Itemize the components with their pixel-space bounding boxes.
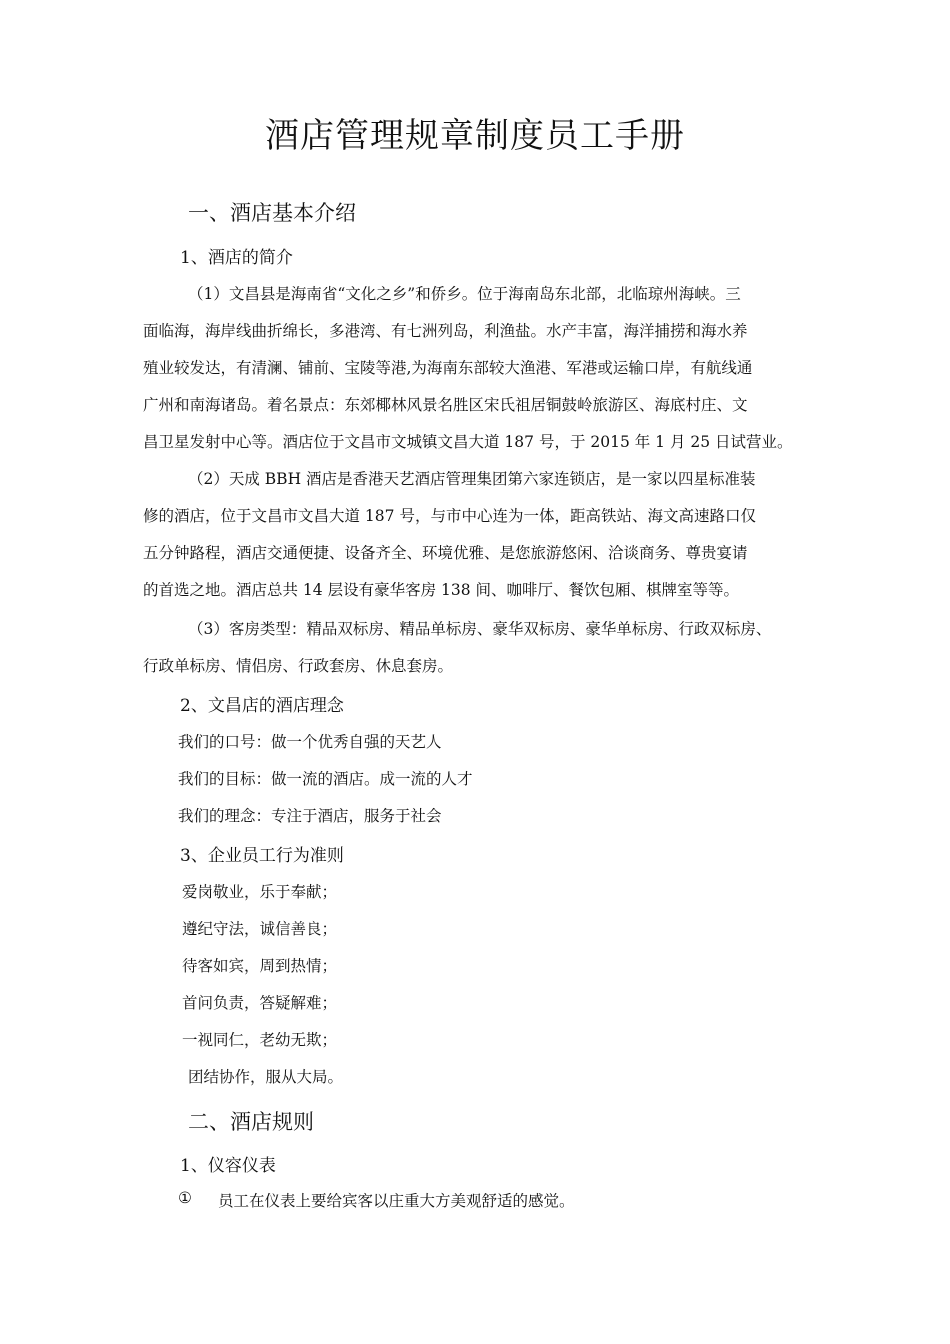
list-item-text: 员工在仪表上要给宾客以庄重大方美观舒适的感觉。: [218, 1192, 575, 1210]
section-heading-intro: 一、酒店基本介绍: [188, 201, 356, 225]
subheading-code-of-conduct: 3、企业员工行为准则: [180, 846, 344, 866]
section-heading-rules: 二、酒店规则: [188, 1110, 314, 1134]
paragraph-line: 行政单标房、情侣房、行政套房、休息套房。: [143, 657, 454, 675]
conduct-line: 首问负责，答疑解难；: [182, 994, 338, 1012]
paragraph-line: （1）文昌县是海南省“文化之乡”和侨乡。位于海南岛东北部，北临琼州海峡。三: [188, 285, 741, 303]
conduct-line: 待客如宾，周到热情；: [182, 957, 338, 975]
subheading-hotel-profile: 1、酒店的简介: [180, 248, 293, 268]
conduct-line: 一视同仁，老幼无欺；: [182, 1031, 338, 1049]
paragraph-line: 广州和南海诸岛。着名景点：东郊椰林风景名胜区宋氏祖居铜鼓岭旅游区、海底村庄、文: [143, 396, 748, 414]
philosophy-line: 我们的口号：做一个优秀自强的天艺人: [178, 733, 442, 751]
paragraph-line: 修的酒店，位于文昌市文昌大道 187 号，与市中心连为一体，距高铁站、海文高速路口仅: [143, 507, 756, 525]
paragraph-line: 的首选之地。酒店总共 14 层设有豪华客房 138 间、咖啡厅、餐饮包厢、棋牌室等等。: [143, 581, 740, 599]
paragraph-line: 殖业较发达，有清澜、铺前、宝陵等港,为海南东部较大渔港、军港或运输口岸，有航线通: [143, 359, 753, 377]
paragraph-line: 五分钟路程，酒店交通便捷、设备齐全、环境优雅、是您旅游悠闲、洽谈商务、尊贵宴请: [143, 544, 748, 562]
paragraph-line: （3）客房类型：精品双标房、精品单标房、豪华双标房、豪华单标房、行政双标房、: [188, 620, 772, 638]
subheading-hotel-philosophy: 2、文昌店的酒店理念: [180, 696, 344, 716]
subheading-appearance: 1、仪容仪表: [180, 1156, 276, 1176]
conduct-line: 遵纪守法，诚信善良；: [182, 920, 338, 938]
paragraph-line: （2）天成 BBH 酒店是香港天艺酒店管理集团第六家连锁店，是一家以四星标准装: [188, 470, 756, 488]
philosophy-line: 我们的理念：专注于酒店，服务于社会: [178, 807, 442, 825]
conduct-line: 团结协作，服从大局。: [188, 1068, 344, 1086]
document-title: 酒店管理规章制度员工手册: [265, 116, 685, 156]
paragraph-line: 昌卫星发射中心等。酒店位于文昌市文城镇文昌大道 187 号，于 2015 年 1 月 25 日试营业。: [143, 433, 793, 451]
paragraph-line: 面临海，海岸线曲折绵长，多港湾、有七洲列岛，利渔盐。水产丰富，海洋捕捞和海水养: [143, 322, 748, 340]
conduct-line: 爱岗敬业，乐于奉献；: [182, 883, 338, 901]
list-marker: ①: [178, 1189, 192, 1207]
philosophy-line: 我们的目标：做一流的酒店。成一流的人才: [178, 770, 473, 788]
